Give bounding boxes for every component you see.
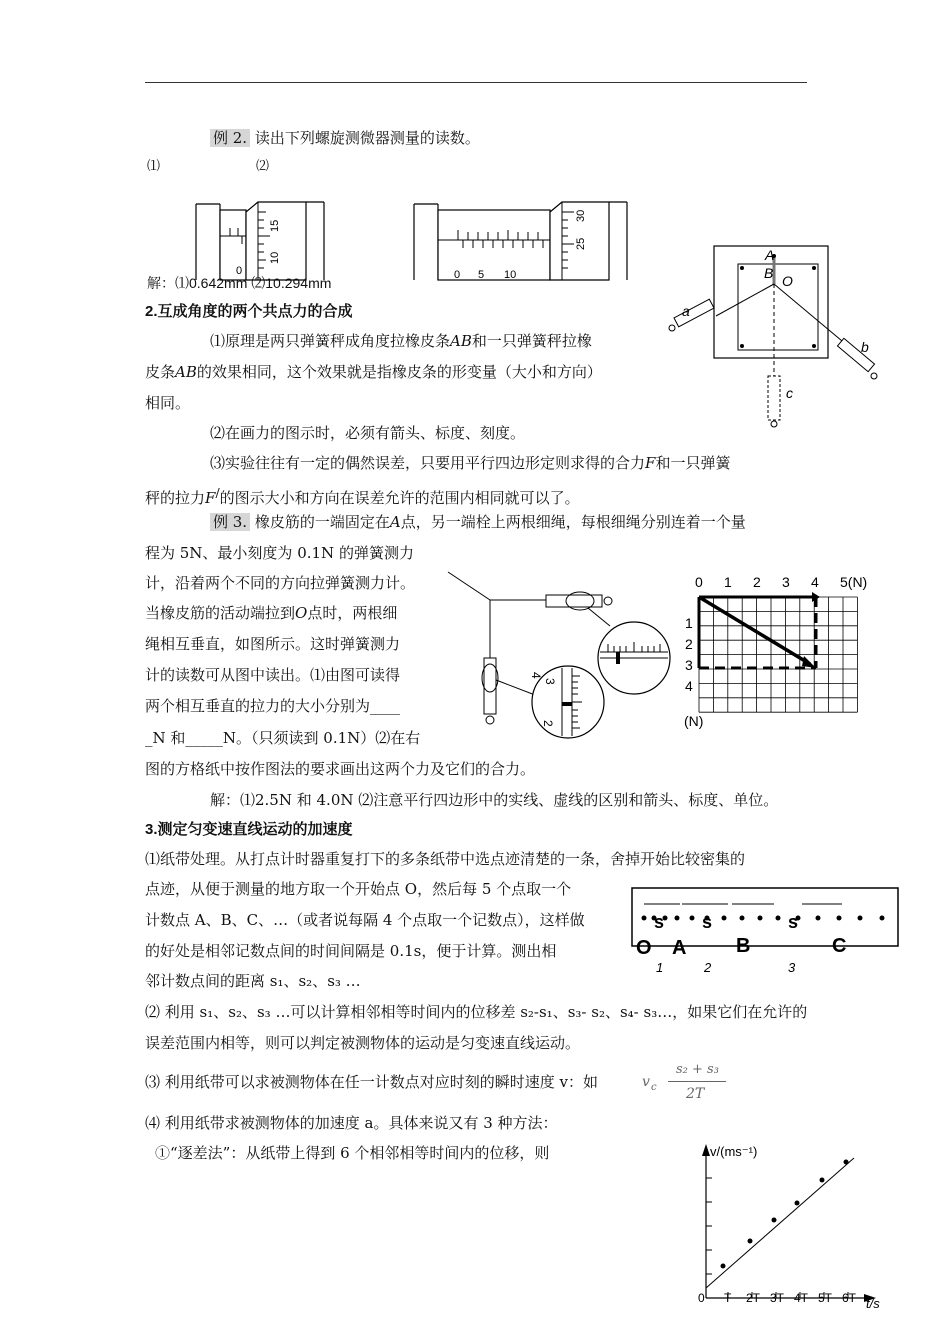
- grid-ytick-label: 3: [685, 657, 693, 673]
- vt-xtick-4: 4T: [794, 1291, 809, 1305]
- s2-ab2: AB: [175, 363, 197, 381]
- section-2-p1-line2: [145, 362, 602, 382]
- example-3-label: 例 3.: [210, 513, 250, 531]
- grid-ytick-label: 4: [685, 678, 693, 694]
- micrometer-2-scale-25: 25: [575, 237, 587, 250]
- micrometer-2-scale-10: 10: [504, 269, 517, 281]
- sub-label-1: ⑴: [147, 159, 161, 174]
- micrometer-1-scale-0: 0: [236, 265, 243, 277]
- micrometer-2-scale-5: 5: [478, 269, 485, 281]
- section-3-p4: ⑷ 利用纸带求被测物体的加速度 a。具体来说又有 3 种方法：: [145, 1114, 558, 1132]
- section-3-p5: ①“逐差法”：从纸带上得到 6 个相邻相等时间内的位移，则: [155, 1144, 550, 1162]
- example-3-line7: 两个相互垂直的拉力的大小分别为____: [145, 697, 401, 715]
- grid-ytick-label: 2: [685, 636, 693, 652]
- s2-p1b: 和一只弹簧秤拉橡: [471, 332, 592, 350]
- example-3-line3: 计，沿着两个不同的方向拉弹簧测力计。: [145, 574, 416, 592]
- scale-label-2: 2: [541, 720, 555, 727]
- section-3-p1-line1: ⑴纸带处理。从打点计时器重复打下的多条纸带中选点迹清楚的一条，舍掉开始比较密集的: [145, 850, 746, 868]
- section-3-p1-line5: 邻计数点间的距离 s₁、s₂、s₃ …: [145, 972, 361, 990]
- example-3-line5: 绳相互垂直，如图所示。这时弹簧测力: [145, 635, 401, 653]
- formula-denominator: 2T: [686, 1086, 705, 1102]
- tape-s2: s: [702, 912, 713, 932]
- grid-ytick-label: 1: [685, 615, 693, 631]
- grid-xtick-label: 4: [811, 574, 819, 590]
- grid-unit-y: (N): [684, 713, 704, 729]
- fig1-label-c: c: [786, 385, 793, 401]
- example-3-line1: [210, 512, 746, 532]
- formula-sub: c: [651, 1082, 657, 1093]
- example-2-line: [210, 128, 480, 148]
- fig1-label-B: B: [764, 265, 774, 281]
- tape-point-C: C: [832, 935, 847, 957]
- s2-p3a: ⑶实验往往有一定的偶然误差，只要用平行四边形定则求得的合力: [210, 454, 646, 472]
- s2-p3d: 的图示大小和方向在误差允许的范围内相同就可以了。: [219, 489, 580, 507]
- section-2-title: 2.互成角度的两个共点力的合成: [145, 303, 353, 320]
- s2-F: F: [645, 454, 656, 472]
- force-grid-chart: [682, 572, 868, 732]
- fig1-label-A: A: [765, 247, 775, 263]
- tape-point-B: B: [736, 935, 751, 957]
- s2-p1c: 皮条: [145, 363, 176, 381]
- vt-xtick-2: 2T: [746, 1291, 761, 1305]
- grid-xtick-label: 3: [782, 574, 790, 590]
- section-3-p3: ⑶ 利用纸带可以求被测物体在任一计数点对应时刻的瞬时速度 v：如: [145, 1073, 599, 1091]
- formula-bar: [668, 1081, 726, 1082]
- example-3-line2: 程为 5N、最小刻度为 0.1N 的弹簧测力: [145, 544, 414, 562]
- tape-point-O: O: [636, 937, 652, 959]
- scale-label-4: 4: [529, 672, 543, 679]
- vt-xtick-6: 6T: [842, 1291, 857, 1305]
- example-2-text: 读出下列螺旋测微器测量的读数。: [254, 129, 480, 147]
- s2-ab1: AB: [450, 332, 472, 350]
- micrometer-2-scale-0: 0: [454, 269, 461, 281]
- formula-v: v: [642, 1074, 650, 1090]
- grid-xtick-label: 1: [724, 574, 732, 590]
- ex3-l1b: 点，另一端栓上两根细绳，每根细绳分别连着一个量: [400, 513, 746, 531]
- tape-point-A: A: [672, 937, 687, 959]
- header-rule: [145, 82, 807, 83]
- section-2-p3-line2: 秤的拉力F/的图示大小和方向在误差允许的范围内相同就可以了。: [145, 485, 580, 507]
- example-3-line4: [145, 603, 397, 623]
- example-3-line8: _N 和_____N。（只须读到 0.1N）⑵在右: [145, 729, 421, 747]
- example-3-line9: 图的方格纸中按作图法的要求画出这两个力及它们的合力。: [145, 760, 536, 778]
- section-3-p1-line4: 的好处是相邻记数点间的时间间隔是 0.1s，便于计算。测出相: [145, 942, 557, 960]
- grid-xtick-label: 0: [695, 574, 703, 590]
- ex3-l4a: 当橡皮筋的活动端拉到: [145, 604, 296, 622]
- section-2-p1-line3: 相同。: [145, 394, 191, 412]
- section-3-p2-line1: ⑵ 利用 s₁、s₂、s₃ …可以计算相邻相等时间内的位移差 s₂-s₁、s₃- s₂、s₄- s₃…，如果它们在允许的: [145, 1003, 808, 1021]
- example-2-answer: 解：⑴0.642mm ⑵10.294mm: [147, 275, 332, 291]
- s2-F2: F: [205, 489, 216, 507]
- micrometer-1-figure: [196, 198, 326, 280]
- vt-xtick-5: 5T: [818, 1291, 833, 1305]
- section-2-p3-line1: [210, 453, 730, 473]
- spring-scale-figure: [448, 570, 678, 730]
- fig1-label-b: b: [861, 339, 869, 355]
- section-3-p1-line2: 点迹，从便于测量的地方取一个开始点 O，然后每 5 个点取一个: [145, 880, 572, 898]
- vt-xtick-1: T: [724, 1291, 732, 1305]
- micrometer-1-scale-15: 15: [269, 219, 281, 232]
- tape-sub-1: 1: [656, 960, 664, 975]
- section-2-p1-line1: [210, 331, 592, 351]
- s2-p3b: 和一只弹簧: [655, 454, 731, 472]
- vt-xtick-0: 0: [698, 1291, 705, 1305]
- scale-label-3: 3: [543, 678, 557, 685]
- example-2-label: 例 2.: [210, 129, 250, 147]
- vt-graph: [694, 1138, 894, 1314]
- s2-p1d: 的效果相同，这个效果就是指橡皮条的形变量（大小和方向）: [196, 363, 602, 381]
- micrometer-2-figure: [414, 198, 629, 280]
- paper-tape-figure: [632, 888, 900, 978]
- tape-sub-2: 2: [704, 960, 712, 975]
- section-3-title: 3.测定匀变速直线运动的加速度: [145, 821, 353, 838]
- example-3-line6: 计的读数可从图中读出。⑴由图可读得: [145, 666, 401, 684]
- vt-xtick-3: 3T: [770, 1291, 785, 1305]
- fig1-label-O: O: [782, 273, 793, 289]
- ex3-l1a: 橡皮筋的一端固定在: [254, 513, 390, 531]
- micrometer-2-scale-30: 30: [575, 209, 587, 222]
- tape-sub-3: 3: [788, 960, 796, 975]
- grid-xtick-label: 2: [753, 574, 761, 590]
- fig1-label-a: a: [682, 303, 690, 319]
- tape-s3: s: [788, 912, 799, 932]
- section-3-p1-line3: 计数点 A、B、C、…（或者说每隔 4 个点取一个记数点），这样做: [145, 911, 585, 929]
- micrometer-1-scale-10: 10: [269, 251, 281, 264]
- section-3-p2-line2: 误差范围内相等，则可以判定被测物体的运动是匀变速直线运动。: [145, 1034, 581, 1052]
- vt-ylabel: v/(ms⁻¹): [710, 1144, 758, 1159]
- s2-p1a: ⑴原理是两只弹簧秤成角度拉橡皮条: [210, 332, 451, 350]
- ex3-l1A: A: [389, 513, 401, 531]
- grid-xtick-label: 5(N): [840, 574, 868, 590]
- vt-xlabel: t/s: [866, 1296, 880, 1311]
- example-3-answer: 解：⑴2.5N 和 4.0N ⑵注意平行四边形中的实线、虚线的区别和箭头、标度、单位。: [210, 791, 779, 809]
- formula-numerator: s₂ + s₃: [676, 1062, 719, 1077]
- tape-s1: s: [654, 912, 665, 932]
- section-2-p2: ⑵在画力的图示时，必须有箭头、标度、刻度。: [210, 424, 526, 442]
- velocity-formula: [642, 1062, 728, 1106]
- force-setup-figure: [668, 246, 883, 431]
- ex3-l4O: O: [295, 604, 308, 622]
- ex3-l4b: 点时，两根细: [307, 604, 398, 622]
- sub-label-2: ⑵: [256, 159, 270, 174]
- s2-p3c: 秤的拉力: [145, 489, 206, 507]
